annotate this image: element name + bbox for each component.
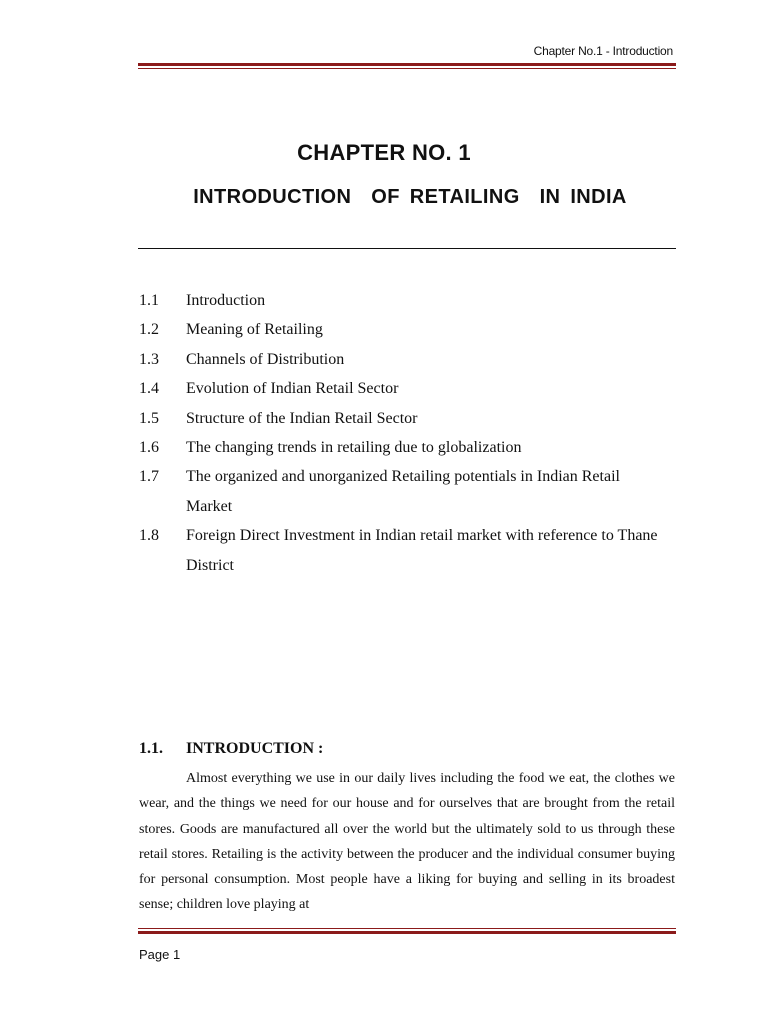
page-number: Page 1 bbox=[139, 947, 181, 962]
toc-text: Meaning of Retailing bbox=[186, 321, 323, 339]
toc-item bbox=[139, 404, 699, 433]
toc-number: 1.7 bbox=[139, 468, 159, 486]
toc-text: Evolution of Indian Retail Sector bbox=[186, 380, 399, 398]
chapter-title: CHAPTER NO. 1 bbox=[297, 140, 471, 165]
table-of-contents bbox=[139, 286, 699, 580]
toc-item bbox=[139, 433, 699, 462]
toc-number: 1.6 bbox=[139, 439, 159, 457]
body-paragraph: Almost everything we use in our daily lives including the food we eat, the clothes we wear, and the things we need for our house and for ourselves that are brought from the retail stores. Goods are manufactured all over the world but the ultimately sold to us through these retail stores. Retailing is the activity between the producer and the individual consumer buying for personal consumption. Most people have a liking for buying and selling in its broadest sense; children love playing at bbox=[139, 771, 675, 913]
section-number: 1.1. bbox=[139, 740, 163, 757]
toc-text: Foreign Direct Investment in Indian retail market with reference to Thane District bbox=[186, 527, 658, 574]
title-divider bbox=[138, 248, 676, 249]
toc-number: 1.5 bbox=[139, 409, 159, 427]
toc-item bbox=[139, 315, 699, 344]
chapter-subtitle: INTRODUCTION OF RETAILING IN INDIA bbox=[193, 186, 627, 208]
toc-number: 1.8 bbox=[139, 527, 159, 545]
section-title: INTRODUCTION : bbox=[186, 740, 324, 757]
section-heading bbox=[139, 740, 323, 758]
footer-rule bbox=[138, 928, 676, 934]
toc-text: Introduction bbox=[186, 292, 266, 309]
toc-item bbox=[139, 521, 699, 580]
header-rule bbox=[138, 63, 676, 69]
toc-number: 1.4 bbox=[139, 380, 159, 398]
toc-item bbox=[139, 462, 699, 521]
toc-number: 1.1 bbox=[139, 292, 159, 309]
toc-item bbox=[139, 374, 699, 403]
running-header: Chapter No.1 - Introduction bbox=[533, 44, 673, 58]
toc-text: Structure of the Indian Retail Sector bbox=[186, 409, 418, 427]
toc-number: 1.3 bbox=[139, 350, 159, 368]
toc-text: Channels of Distribution bbox=[186, 350, 345, 368]
toc-number: 1.2 bbox=[139, 321, 159, 339]
toc-item bbox=[139, 345, 699, 374]
toc-text: The organized and unorganized Retailing potentials in Indian Retail Market bbox=[186, 468, 620, 515]
toc-text: The changing trends in retailing due to globalization bbox=[186, 439, 522, 457]
toc-item bbox=[139, 286, 699, 315]
